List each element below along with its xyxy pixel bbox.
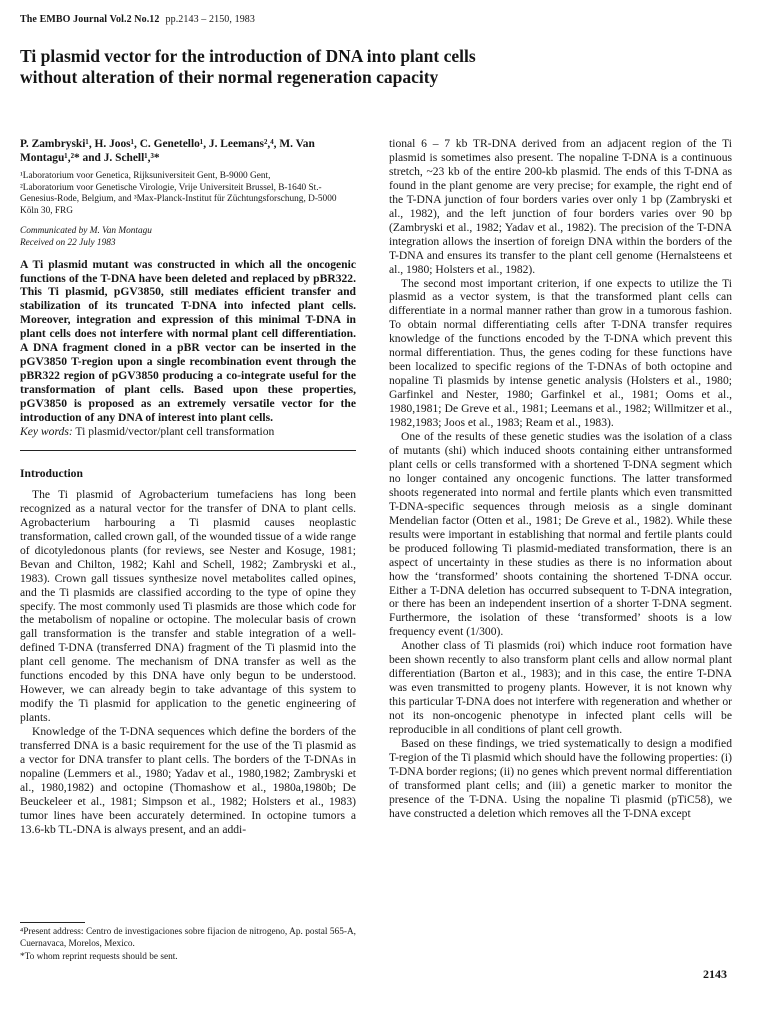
keywords-text: Ti plasmid/vector/plant cell transformation [75,425,275,438]
page-number: 2143 [703,967,727,981]
body-paragraph-2: The second most important criterion, if one expects to utilize the Ti plasmid as a vector system, is that the transformed plant cells can differentiate in a normal manner rather than grow in a tumorous fashion. To obtain normal differentiating cells after T-DNA transfer requires knowledge of the functions encoded by the T-DNA which prevent this normal differentiation. Thus, the genes coding for these functions have been localized to specific regions of the T-DNAs of both octopine and nopaline Ti plasmids by intense genetic analysis (Holsters et al., 1980; Garfinkel and Nester, 1980; Garfinkel et al., 1981; Ooms et al., 1980,1981; De Greve et al., 1981; Leemans et al., 1982; Willmitzer et al., 1982,1983; Joos et al., 1983; Ream et al., 1983). [389,276,732,430]
affiliation-1: ¹Laboratorium voor Genetica, Rijksuniversiteit Gent, B-9000 Gent, [20,171,271,181]
footnotes [20,922,356,966]
section-heading-introduction: Introduction [20,466,83,480]
journal-name: The EMBO Journal Vol.2 No.12 [20,14,160,25]
abstract: A Ti plasmid mutant was constructed in which all the oncogenic functions of the T-DNA have been deleted and replaced by pBR322. This Ti plasmid, pGV3850, still mediates efficient transfer and stabilization of its truncated T-DNA into infected plant cells. Moreover, integration and expression of this minimal T-DNA in plant cells does not interfere with normal plant cell differentiation. A DNA fragment cloned in a pBR vector can be inserted in the pGV3850 T-region upon a single recombination event through the pBR322 region of pGV3850 producing a co-integrate useful for the transformation of plant cells. Based upon these properties, pGV3850 is proposed as an extremely versatile vector for the introduction of any DNA of interest into plant cells. [20,257,356,425]
intro-paragraph-1: The Ti plasmid of Agrobacterium tumefaciens has long been recognized as a natural vector for the transfer of DNA to plant cells. Agrobacterium harbouring a Ti plasmid causes neoplastic transformation, called crown gall, of the wounded tissue of a wide range of dicotyledonous plants (for reviews, see Nester and Kosuge, 1981; Bevan and Chilton, 1982; Kahl and Schell, 1982; Zambryski et al., 1983). Crown gall tissues synthesize novel metabolites called opines, and the Ti plasmids are classified according to the type of opine they specify. The most commonly used Ti plasmids are those which code for the metabolism of nopaline or octopine. The molecular basis of crown gall transformation is the transfer and stable integration of a well-defined T-DNA (transferred DNA) fragment of the Ti plasmid into the plant cell genome. The mechanism of DNA transfer as well as the functions encoded by this DNA have only begun to be understood. However, we can already begin to take advantage of this system to modify the Ti plasmid for application to the genetic engineering of plants. [20,487,356,725]
abstract-divider [20,450,356,451]
communicated-by: Communicated by M. Van Montagu [20,226,152,237]
body-paragraph-4: Another class of Ti plasmids (roi) which induce root formation have been shown recently to also transform plant cells and allow normal plant differentiation (Barton et al., 1983); and in this case, the entire T-DNA was even transmitted to progeny plants. However, it is not known why this particular T-DNA does not interfere with regeneration and whether or not its non-oncogenic phenotype in infected plant cells will be reproducible in all conditions of plant cell growth. [389,639,732,737]
intro-paragraph-2: Knowledge of the T-DNA sequences which define the borders of the transferred DNA is a basic requirement for the use of the Ti plasmid as a vector for DNA transfer to plant cells. The borders of the T-DNAs in nopaline (Lemmers et al., 1980; Yadav et al., 1980,1982; Zambryski et al., 1980,1982) and octopine (Thomashow et al., 1980a,1980b; De Beuckeleer et al., 1981; Simpson et al., 1982; Holsters et al., 1983) tumor lines have been accurately determined. In octopine tumors a 13.6-kb TL-DNA is always present, and an addi- [20,725,356,836]
received-date: Received on 22 July 1983 [20,237,116,248]
journal-header [20,14,255,25]
footnote-reprints: *To whom reprint requests should be sent. [20,952,178,963]
left-column [20,137,356,837]
footnote-address: ⁴Present address: Centro de investigaciones sobre fijacion de nitrogeno, Ap. postal 565-A, Cuernavaca, Morelos, Mexico. [20,927,356,949]
paper-title: Ti plasmid vector for the introduction of DNA into plant cells without alteration of their normal regeneration capacity [20,46,476,87]
author-list: P. Zambryski¹, H. Joos¹, C. Genetello¹, J. Leemans²,⁴, M. Van Montagu¹,²* and J. Schell¹,³* [20,138,315,164]
body-paragraph-continued: tional 6 – 7 kb TR-DNA derived from an adjacent region of the Ti plasmid is sometimes also present. The nopaline T-DNA is a continuous stretch, ~23 kb of the entire 200-kb plasmid. The ends of this T-DNA as found in the plant genome are very precise; for example, the right end of the T-DNA junction of four borders varies over only 1 bp (Zambryski et al., 1982), and the left junction of four borders varies over 90 bp (Zambryski et al., 1982; Yadav et al., 1982). The precision of the T-DNA integration allows the insertion of foreign DNA within the borders of the T-DNA and ensures its transfer to the plant cell genome (Hernalsteens et al., 1980; Holsters et al., 1982). [389,137,732,276]
keywords-label: Key words: [20,425,73,438]
body-paragraph-5: Based on these findings, we tried systematically to design a modified T-region of the Ti plasmid which should have the following properties: (i) T-DNA border regions; (ii) no genes which prevent normal differentiation of transformed plant cells; and (iii) a genetic marker to monitor the presence of the T-DNA. Using the nopaline Ti plasmid (pTiC58), we have constructed a deletion which removes all the T-DNA except [389,736,732,820]
page-range: pp.2143 – 2150, 1983 [165,14,255,25]
body-paragraph-3: One of the results of these genetic studies was the isolation of a class of mutants (shi) which induced shoots containing either untransformed plant cells or cells transformed with a shortened T-DNA segment which no longer contained any oncogenic functions. The latter transformed shoots regenerated into normal and fertile plants which even transmitted T-DNA-specific sequences through meiosis as a single dominant Mendelian factor (Otten et al., 1981; De Greve et al., 1982). While these results were important in establishing that normal and fertile plants could be produced following Ti plasmid-mediated transformation, there is an aspect of uncertainty in these studies as there is no information about how the ‘transformed’ shoots containing the shortened T-DNA occur. Either a T-DNA deletion has occurred subsequent to T-DNA integration, or there has been an independent insertion of a shorter T-DNA segment. Furthermore, the isolation of these ‘transformed’ shoots is a low frequency event (1/300). [389,430,732,639]
right-column [389,137,732,821]
keywords [20,425,356,439]
affiliation-2: ²Laboratorium voor Genetische Virologie, Vrije Universiteit Brussel, B-1640 St.-Genesius-Rode, Belgium, and ³Max-Planck-Institut für Züchtungsforschung, D-5000 Köln 30, FRG [20,182,337,216]
footnote-divider [20,922,85,923]
